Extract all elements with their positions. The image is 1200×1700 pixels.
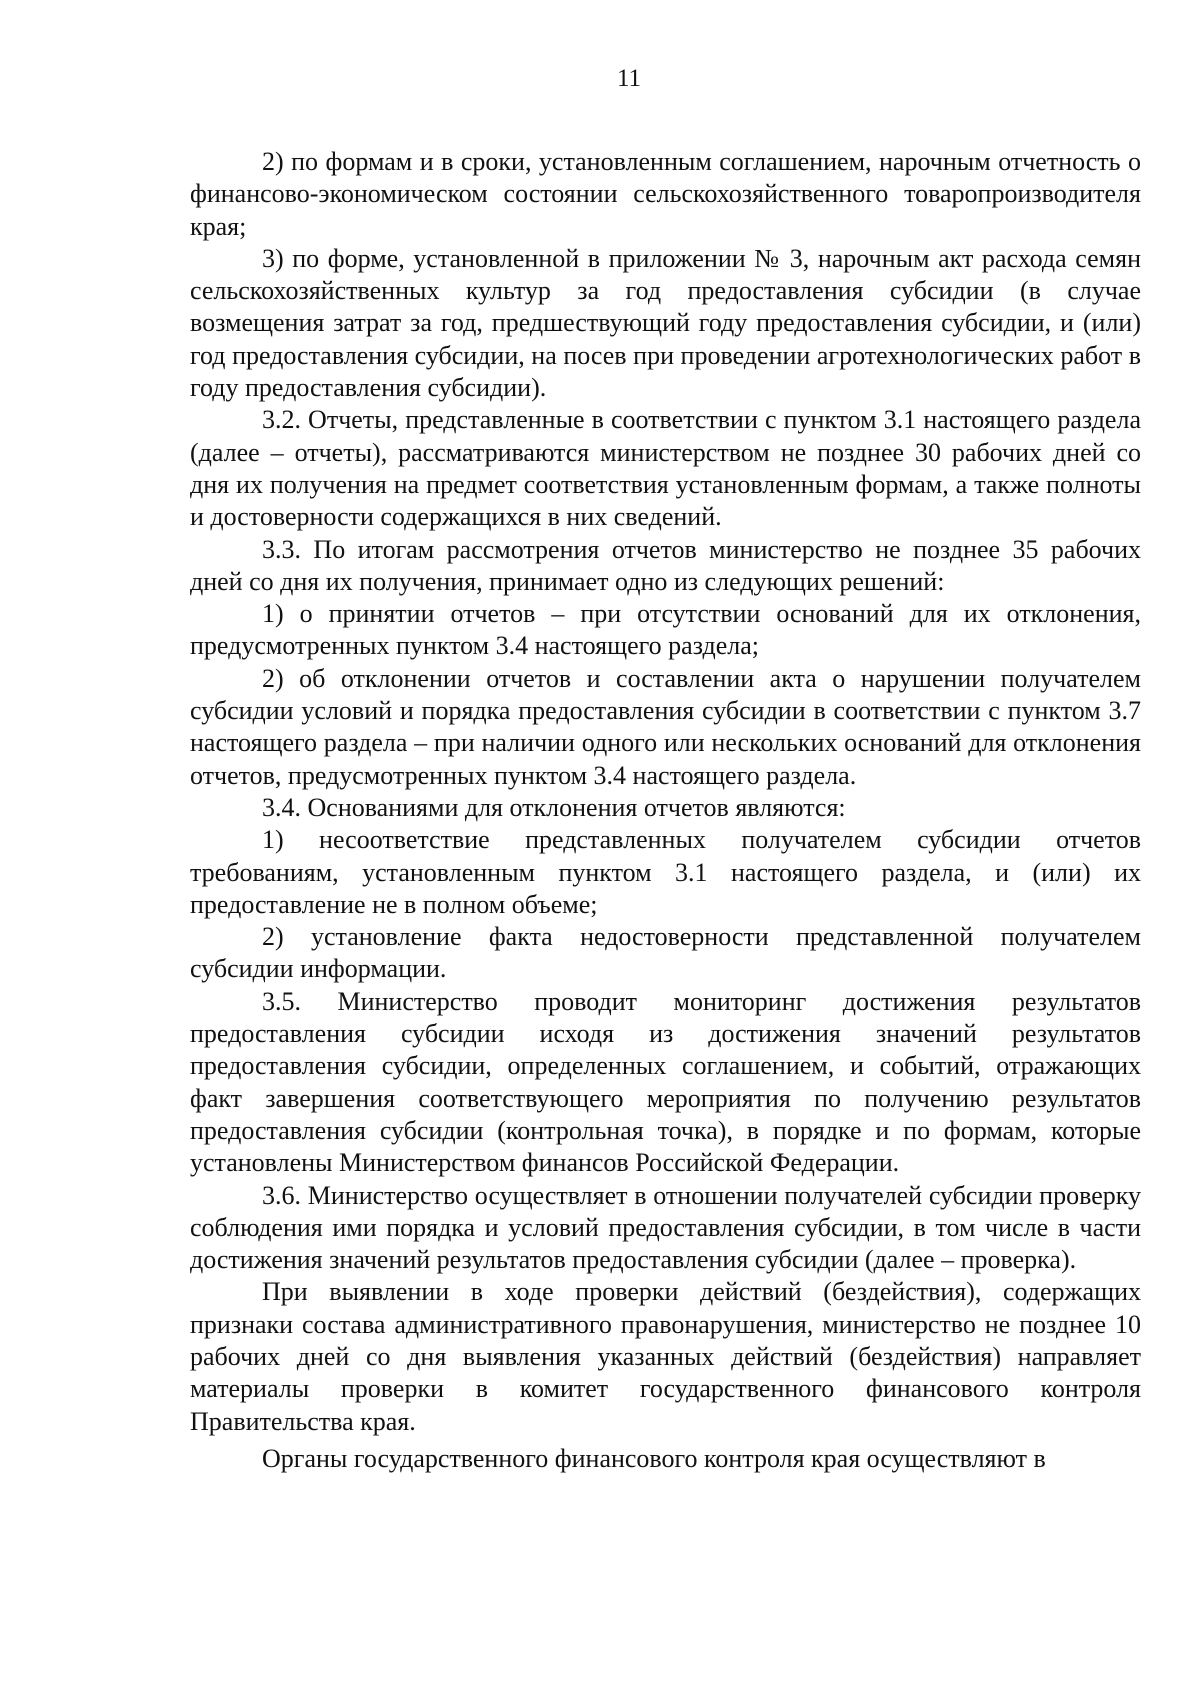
paragraph: 3.6. Министерство осуществляет в отношении получателей субсидии проверку соблюдения ими порядка и условий предоставления субсидии, в том числе в части достижения значений результатов предоставления субсидии (далее – проверка). <box>190 1180 1141 1275</box>
paragraph: 2) установление факта недостоверности представленной получателем субсидии информации. <box>190 922 1141 984</box>
paragraph: 3.4. Основаниями для отклонения отчетов являются: <box>262 792 846 822</box>
paragraph: 1) о принятии отчетов – при отсутствии оснований для их отклонения, предусмотренных пунктом 3.4 настоящего раздела; <box>190 599 1141 661</box>
paragraph: 3) по форме, установленной в приложении № 3, нарочным акт расхода семян сельскохозяйственных культур за год предоставления субсидии (в случае возмещения затрат за год, предшествующий году предоставления субсидии, и (или) год предоставления субсидии, на посев при проведении агротехнологических работ в году предоставления субсидии). <box>190 243 1141 403</box>
paragraph: При выявлении в ходе проверки действий (бездействия), содержащих признаки состава административного правонарушения, министерство не позднее 10 рабочих дней со дня выявления указанных действий (бездействия) направляет материалы проверки в комитет государственного финансового контроля Правительства края. <box>190 1277 1141 1436</box>
paragraph: 3.3. По итогам рассмотрения отчетов министерство не позднее 35 рабочих дней со дня их получения, принимает одно из следующих решений: <box>190 534 1141 596</box>
paragraph: 2) по формам и в сроки, установленным соглашением, нарочным отчетность о финансово-экономическом состоянии сельскохозяйственного товаропроизводителя края; <box>190 147 1141 241</box>
paragraph: Органы государственного финансового контроля края осуществляют в <box>262 1443 1046 1473</box>
paragraph: 2) об отклонении отчетов и составлении акта о нарушении получателем субсидии условий и порядка предоставления субсидии в соответствии с пунктом 3.7 настоящего раздела – при наличии одного или нескольких оснований для отклонения отчетов, предусмотренных пунктом 3.4 настоящего раздела. <box>190 663 1141 790</box>
paragraph: 3.2. Отчеты, представленные в соответствии с пунктом 3.1 настоящего раздела (далее – отчеты), рассматриваются министерством не позднее 30 рабочих дней со дня их получения на предмет соответствия установленным формам, а также полноты и достоверности содержащихся в них сведений. <box>190 405 1141 532</box>
paragraph: 1) несоответствие представленных получателем субсидии отчетов требованиям, установленным пунктом 3.1 настоящего раздела, и (или) их предоставление не в полном объеме; <box>190 825 1141 919</box>
page-number: 11 <box>616 65 642 92</box>
paragraph: 3.5. Министерство проводит мониторинг достижения результатов предоставления субсидии исходя из достижения значений результатов предоставления субсидии, определенных соглашением, и событий, отражающих факт завершения соответствующего мероприятия по получению результатов предоставления субсидии (контрольная точка), в порядке и по формам, которые установлены Министерством финансов Российской Федерации. <box>190 986 1141 1178</box>
document-body <box>190 146 1141 1475</box>
